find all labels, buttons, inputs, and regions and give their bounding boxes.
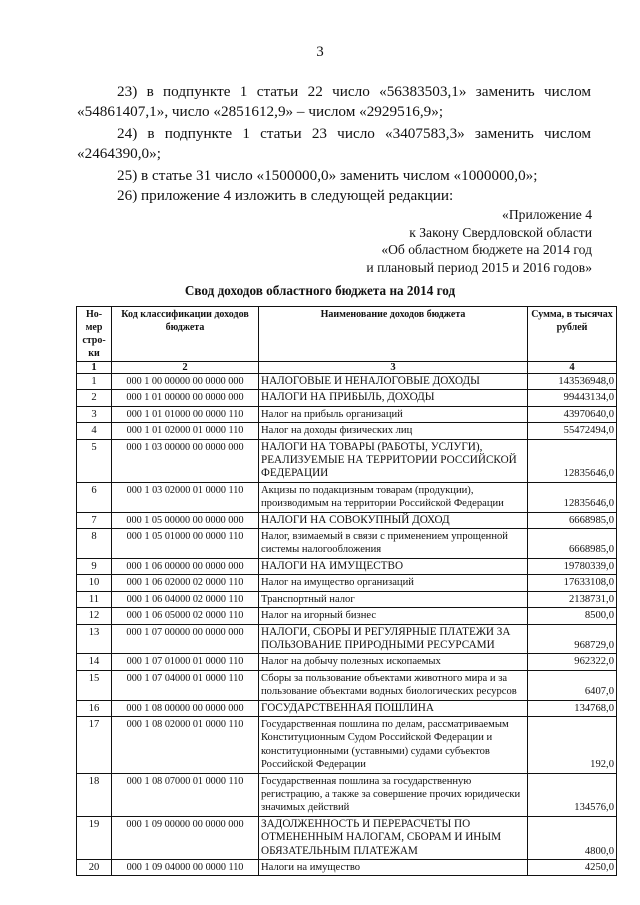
table-index-row (77, 362, 617, 374)
appendix-line: к Закону Свердловской области (409, 224, 592, 240)
row-sum-cell: 4250,0 (528, 860, 617, 876)
row-name-cell: Сборы за пользование объектами животного мира и за пользование объектами водных биологических ресурсов (259, 670, 528, 700)
row-code-cell: 000 1 05 00000 00 0000 000 (112, 512, 259, 528)
table-row (77, 608, 617, 624)
row-code-cell: 000 1 08 07000 01 0000 110 (112, 773, 259, 816)
row-code-cell: 000 1 08 00000 00 0000 000 (112, 700, 259, 716)
row-name-cell: Государственная пошлина за государственную регистрацию, а также за совершение прочих юридически значимых действий (259, 773, 528, 816)
table-row (77, 390, 617, 406)
row-name-cell: НАЛОГИ НА СОВОКУПНЫЙ ДОХОД (259, 512, 528, 528)
row-number-cell: 7 (77, 512, 112, 528)
row-sum-cell: 134768,0 (528, 700, 617, 716)
row-code-cell: 000 1 06 00000 00 0000 000 (112, 558, 259, 574)
row-name-cell: НАЛОГИ, СБОРЫ И РЕГУЛЯРНЫЕ ПЛАТЕЖИ ЗА ПОЛЬЗОВАНИЕ ПРИРОДНЫМИ РЕСУРСАМИ (259, 624, 528, 654)
row-code-cell: 000 1 06 04000 02 0000 110 (112, 591, 259, 607)
row-sum-cell: 962322,0 (528, 654, 617, 670)
table-row (77, 816, 617, 859)
row-number-cell: 1 (77, 374, 112, 390)
row-sum-cell: 2138731,0 (528, 591, 617, 607)
header-name: Наименование доходов бюджета (259, 307, 528, 362)
appendix-line: «Об областном бюджете на 2014 год (381, 242, 592, 258)
row-number-cell: 2 (77, 390, 112, 406)
row-number-cell: 5 (77, 439, 112, 482)
paragraph-25: 25) в статье 31 число «1500000,0» заменить числом «1000000,0»; (117, 167, 538, 184)
table-row (77, 624, 617, 654)
header-sum: Сумма, в тысячах рублей (528, 307, 617, 362)
row-number-cell: 13 (77, 624, 112, 654)
row-name-cell: Государственная пошлина по делам, рассматриваемым Конституционным Судом Российской Федерации и конституционными (уставными) судами субъектов Российской Федерации (259, 716, 528, 773)
table-row (77, 512, 617, 528)
table-row (77, 482, 617, 512)
table-row (77, 860, 617, 876)
row-sum-cell: 43970640,0 (528, 406, 617, 422)
index-cell: 3 (259, 362, 528, 374)
row-sum-cell: 17633108,0 (528, 575, 617, 591)
index-cell: 4 (528, 362, 617, 374)
row-code-cell: 000 1 03 02000 01 0000 110 (112, 482, 259, 512)
row-sum-cell: 55472494,0 (528, 423, 617, 439)
table-row (77, 406, 617, 422)
row-number-cell: 15 (77, 670, 112, 700)
row-sum-cell: 6407,0 (528, 670, 617, 700)
row-name-cell: Налог на добычу полезных ископаемых (259, 654, 528, 670)
row-name-cell: Налог, взимаемый в связи с применением упрощенной системы налогообложения (259, 529, 528, 559)
row-number-cell: 18 (77, 773, 112, 816)
row-sum-cell: 4800,0 (528, 816, 617, 859)
row-code-cell: 000 1 01 02000 01 0000 110 (112, 423, 259, 439)
table-row (77, 654, 617, 670)
row-sum-cell: 99443134,0 (528, 390, 617, 406)
row-code-cell: 000 1 07 00000 00 0000 000 (112, 624, 259, 654)
row-number-cell: 20 (77, 860, 112, 876)
revenue-table (76, 306, 617, 876)
row-name-cell: Налоги на имущество (259, 860, 528, 876)
row-number-cell: 6 (77, 482, 112, 512)
appendix-header (366, 206, 592, 276)
row-sum-cell: 968729,0 (528, 624, 617, 654)
row-number-cell: 8 (77, 529, 112, 559)
table-body (77, 374, 617, 876)
row-name-cell: ЗАДОЛЖЕННОСТЬ И ПЕРЕРАСЧЕТЫ ПО ОТМЕНЕННЫМ НАЛОГАМ, СБОРАМ И ИНЫМ ОБЯЗАТЕЛЬНЫМ ПЛАТЕЖАМ (259, 816, 528, 859)
index-cell: 2 (112, 362, 259, 374)
paragraph-24: 24) в подпункте 1 статьи 23 число «3407583,3» заменить числом «2464390,0»; (77, 125, 591, 162)
row-sum-cell: 8500,0 (528, 608, 617, 624)
table-row (77, 700, 617, 716)
row-name-cell: ГОСУДАРСТВЕННАЯ ПОШЛИНА (259, 700, 528, 716)
page-number: 3 (316, 44, 324, 60)
appendix-line: «Приложение 4 (502, 207, 592, 222)
table-row (77, 529, 617, 559)
row-number-cell: 9 (77, 558, 112, 574)
header-code: Код классификации доходов бюджета (112, 307, 259, 362)
row-code-cell: 000 1 05 01000 00 0000 110 (112, 529, 259, 559)
row-code-cell: 000 1 07 01000 01 0000 110 (112, 654, 259, 670)
row-number-cell: 16 (77, 700, 112, 716)
row-name-cell: Налог на игорный бизнес (259, 608, 528, 624)
table-row (77, 374, 617, 390)
table-row (77, 773, 617, 816)
row-name-cell: Налог на прибыль организаций (259, 406, 528, 422)
row-name-cell: Налог на имущество организаций (259, 575, 528, 591)
row-name-cell: НАЛОГИ НА ТОВАРЫ (РАБОТЫ, УСЛУГИ), РЕАЛИЗУЕМЫЕ НА ТЕРРИТОРИИ РОССИЙСКОЙ ФЕДЕРАЦИИ (259, 439, 528, 482)
row-sum-cell: 192,0 (528, 716, 617, 773)
row-name-cell: НАЛОГИ НА ПРИБЫЛЬ, ДОХОДЫ (259, 390, 528, 406)
row-name-cell: Акцизы по подакцизным товарам (продукции), производимым на территории Российской Федерации (259, 482, 528, 512)
row-name-cell: Налог на доходы физических лиц (259, 423, 528, 439)
row-code-cell: 000 1 07 04000 01 0000 110 (112, 670, 259, 700)
row-number-cell: 14 (77, 654, 112, 670)
row-sum-cell: 143536948,0 (528, 374, 617, 390)
table-title: Свод доходов областного бюджета на 2014 год (184, 283, 456, 298)
row-sum-cell: 6668985,0 (528, 529, 617, 559)
header-num: Но-мер стро-ки (77, 307, 112, 362)
row-number-cell: 10 (77, 575, 112, 591)
row-code-cell: 000 1 09 00000 00 0000 000 (112, 816, 259, 859)
table-row (77, 716, 617, 773)
row-name-cell: Транспортный налог (259, 591, 528, 607)
row-number-cell: 3 (77, 406, 112, 422)
paragraph-26: 26) приложение 4 изложить в следующей редакции: (117, 187, 454, 204)
table-row (77, 670, 617, 700)
table-row (77, 575, 617, 591)
row-number-cell: 19 (77, 816, 112, 859)
row-code-cell: 000 1 09 04000 00 0000 110 (112, 860, 259, 876)
row-code-cell: 000 1 03 00000 00 0000 000 (112, 439, 259, 482)
row-name-cell: НАЛОГИ НА ИМУЩЕСТВО (259, 558, 528, 574)
table-row (77, 423, 617, 439)
row-number-cell: 11 (77, 591, 112, 607)
row-sum-cell: 19780339,0 (528, 558, 617, 574)
row-code-cell: 000 1 08 02000 01 0000 110 (112, 716, 259, 773)
paragraph-23: 23) в подпункте 1 статьи 22 число «56383503,1» заменить числом «54861407,1», число «2851612,9» – числом «2929516,9»; (77, 83, 591, 120)
row-sum-cell: 6668985,0 (528, 512, 617, 528)
row-number-cell: 12 (77, 608, 112, 624)
table-row (77, 558, 617, 574)
row-sum-cell: 12835646,0 (528, 482, 617, 512)
row-sum-cell: 12835646,0 (528, 439, 617, 482)
table-row (77, 591, 617, 607)
row-code-cell: 000 1 00 00000 00 0000 000 (112, 374, 259, 390)
row-number-cell: 17 (77, 716, 112, 773)
row-code-cell: 000 1 06 02000 02 0000 110 (112, 575, 259, 591)
row-code-cell: 000 1 01 01000 00 0000 110 (112, 406, 259, 422)
row-code-cell: 000 1 01 00000 00 0000 000 (112, 390, 259, 406)
table-row (77, 439, 617, 482)
appendix-line: и плановый период 2015 и 2016 годов» (366, 259, 592, 275)
row-code-cell: 000 1 06 05000 02 0000 110 (112, 608, 259, 624)
row-number-cell: 4 (77, 423, 112, 439)
table-header-row (77, 307, 617, 362)
index-cell: 1 (77, 362, 112, 374)
row-sum-cell: 134576,0 (528, 773, 617, 816)
row-name-cell: НАЛОГОВЫЕ И НЕНАЛОГОВЫЕ ДОХОДЫ (259, 374, 528, 390)
